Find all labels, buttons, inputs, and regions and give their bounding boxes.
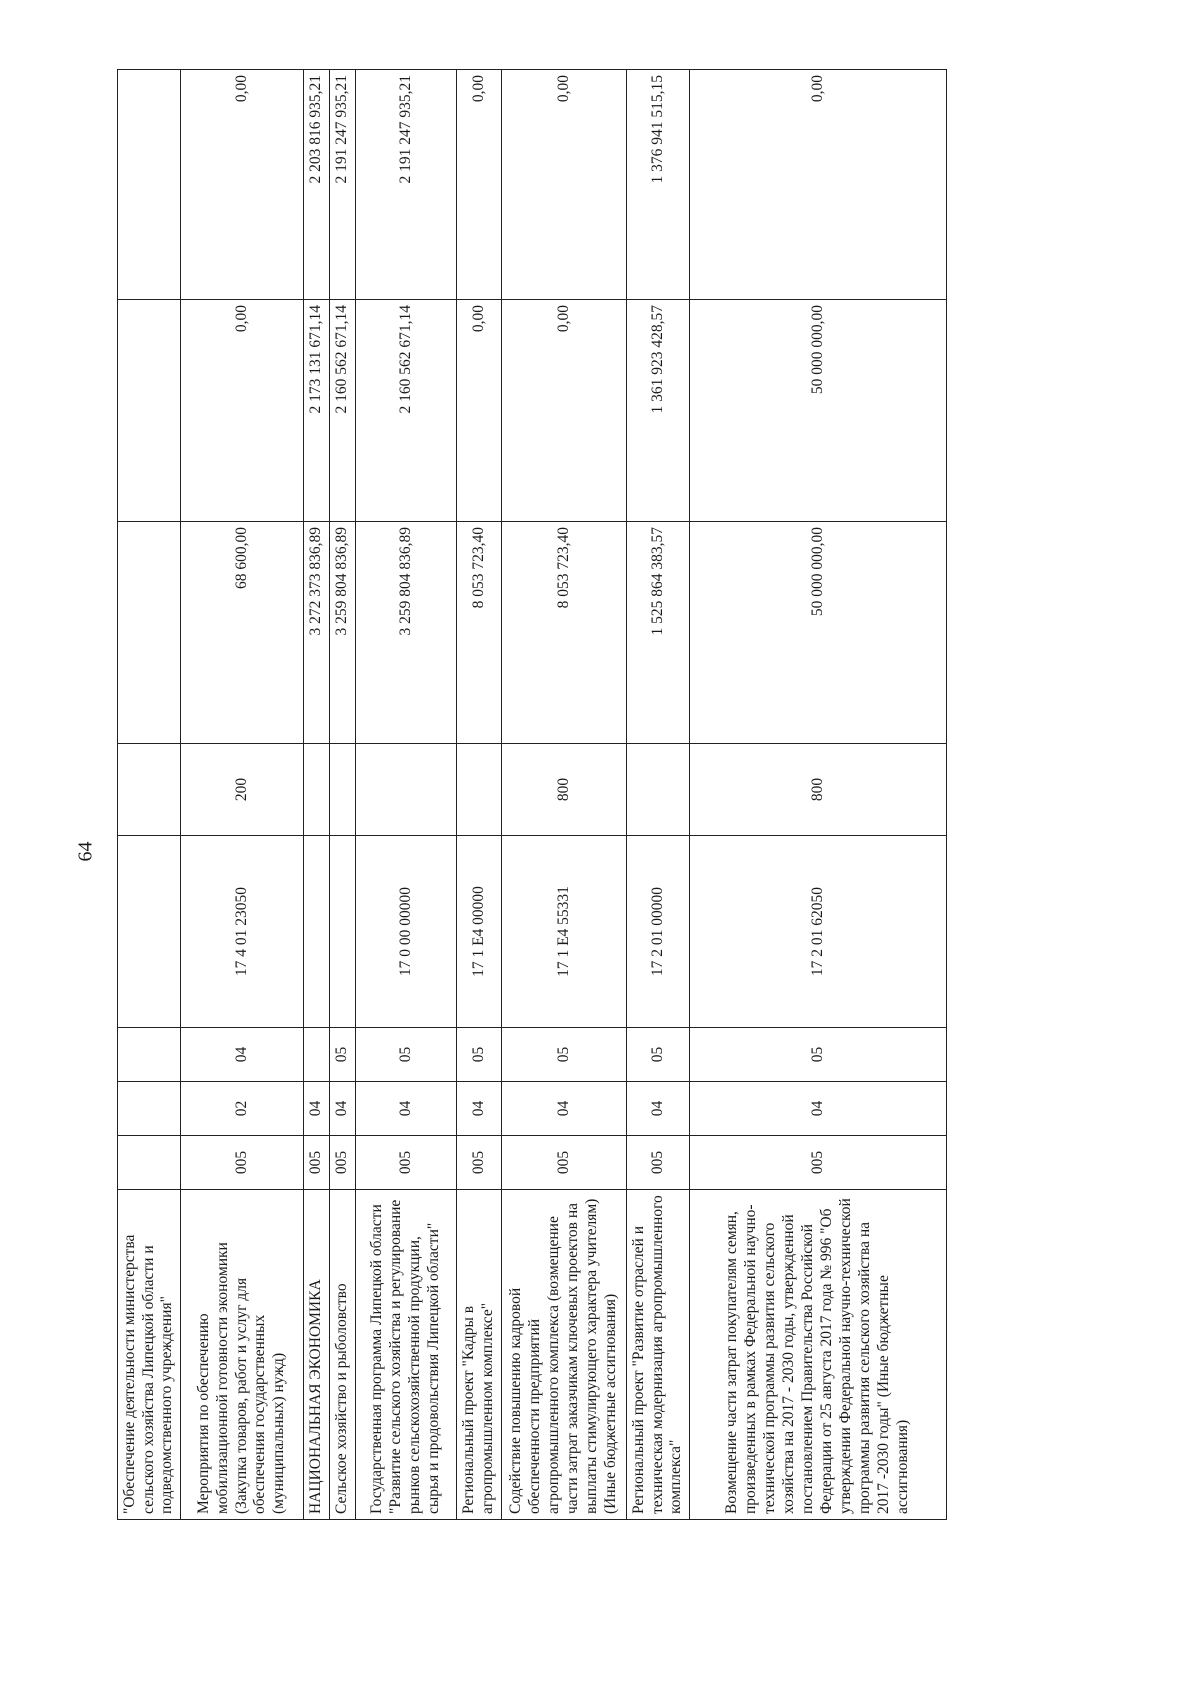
expense-type-cell: [356, 744, 457, 836]
admin-code-cell: 005: [330, 1136, 356, 1190]
subsection-code-cell: [304, 1028, 330, 1082]
amount-year1-cell: 50 000 000,00: [690, 522, 947, 744]
admin-code-cell: 005: [356, 1136, 457, 1190]
amount-year2-cell: 50 000 000,00: [690, 300, 947, 522]
section-code-cell: [118, 1082, 181, 1136]
section-code-cell: 04: [304, 1082, 330, 1136]
rotated-page-content: [117, 70, 1017, 1520]
target-article-cell: 17 0 00 00000: [356, 836, 457, 1028]
amount-year3-cell: [118, 70, 181, 300]
amount-year3-cell: 2 191 247 935,21: [356, 70, 457, 300]
admin-code-cell: [118, 1136, 181, 1190]
admin-code-cell: 005: [690, 1136, 947, 1190]
amount-year1-cell: [118, 522, 181, 744]
amount-year2-cell: 1 361 923 428,57: [627, 300, 690, 522]
budget-table: [117, 69, 947, 1520]
amount-year3-cell: 0,00: [690, 70, 947, 300]
subsection-code-cell: 05: [330, 1028, 356, 1082]
table-row: [502, 70, 627, 1520]
admin-code-cell: 005: [181, 1136, 304, 1190]
expense-type-cell: 800: [502, 744, 627, 836]
amount-year1-cell: 68 600,00: [181, 522, 304, 744]
table-row: [627, 70, 690, 1520]
amount-year2-cell: [118, 300, 181, 522]
section-code-cell: 04: [356, 1082, 457, 1136]
subsection-code-cell: 04: [181, 1028, 304, 1082]
amount-year2-cell: 0,00: [181, 300, 304, 522]
section-code-cell: 02: [181, 1082, 304, 1136]
target-article-cell: 17 2 01 00000: [627, 836, 690, 1028]
expense-type-cell: 800: [690, 744, 947, 836]
admin-code-cell: 005: [457, 1136, 502, 1190]
row-name-cell: НАЦИОНАЛЬНАЯ ЭКОНОМИКА: [304, 1190, 330, 1520]
admin-code-cell: 005: [304, 1136, 330, 1190]
subsection-code-cell: 05: [356, 1028, 457, 1082]
subsection-code-cell: [118, 1028, 181, 1082]
page-number: 64: [74, 841, 97, 862]
row-name-cell: Региональный проект "Кадры в агропромышленном комплексе": [457, 1190, 502, 1520]
row-name-cell: Государственная программа Липецкой области "Развитие сельского хозяйства и регулирование рынков сельскохозяйственной продукции, сырья и продовольствия Липецкой области": [356, 1190, 457, 1520]
subsection-code-cell: 05: [627, 1028, 690, 1082]
table-row: [356, 70, 457, 1520]
row-name-cell: Сельское хозяйство и рыболовство: [330, 1190, 356, 1520]
amount-year3-cell: 1 376 941 515,15: [627, 70, 690, 300]
expense-type-cell: [330, 744, 356, 836]
amount-year2-cell: 0,00: [457, 300, 502, 522]
amount-year1-cell: 1 525 864 383,57: [627, 522, 690, 744]
subsection-code-cell: 05: [502, 1028, 627, 1082]
section-code-cell: 04: [627, 1082, 690, 1136]
row-name-cell: "Обеспечение деятельности министерства сельского хозяйства Липецкой области и подведомственного учреждения": [118, 1190, 181, 1520]
subsection-code-cell: 05: [457, 1028, 502, 1082]
target-article-cell: [118, 836, 181, 1028]
row-name-cell: Мероприятия по обеспечению мобилизационной готовности экономики (Закупка товаров, работ и услуг для обеспечения государственных (муниципальных) нужд): [181, 1190, 304, 1520]
table-row: [304, 70, 330, 1520]
amount-year2-cell: 2 160 562 671,14: [330, 300, 356, 522]
table-row: [690, 70, 947, 1520]
amount-year2-cell: 2 160 562 671,14: [356, 300, 457, 522]
target-article-cell: 17 4 01 23050: [181, 836, 304, 1028]
expense-type-cell: [118, 744, 181, 836]
amount-year2-cell: 0,00: [502, 300, 627, 522]
amount-year1-cell: 3 272 373 836,89: [304, 522, 330, 744]
target-article-cell: 17 1 E4 55331: [502, 836, 627, 1028]
expense-type-cell: [304, 744, 330, 836]
section-code-cell: 04: [330, 1082, 356, 1136]
subsection-code-cell: 05: [690, 1028, 947, 1082]
amount-year3-cell: 0,00: [502, 70, 627, 300]
amount-year3-cell: 2 203 816 935,21: [304, 70, 330, 300]
amount-year2-cell: 2 173 131 671,14: [304, 300, 330, 522]
amount-year1-cell: 3 259 804 836,89: [356, 522, 457, 744]
row-name-cell: Региональный проект "Развитие отраслей и техническая модернизация агропромышленного комплекса": [627, 1190, 690, 1520]
amount-year1-cell: 3 259 804 836,89: [330, 522, 356, 744]
row-name-cell: Возмещение части затрат покупателям семян, произведенных в рамках Федеральной научно-технической программы развития сельского хозяйства на 2017 - 2030 годы, утвержденной постановлением Правительства Российской Федерации от 25 августа 2017 года № 996 "Об утверждении Федеральной научно-технической программы развития сельского хозяйства на 2017 -2030 годы" (Иные бюджетные ассигнования): [690, 1190, 947, 1520]
row-name-cell: Содействие повышению кадровой обеспеченности предприятий агропромышленного комплекса (возмещение части затрат заказчикам ключевых проектов на выплаты стимулирующего характера учителям) (Иные бюджетные ассигнования): [502, 1190, 627, 1520]
expense-type-cell: 200: [181, 744, 304, 836]
section-code-cell: 04: [457, 1082, 502, 1136]
expense-type-cell: [627, 744, 690, 836]
amount-year3-cell: 0,00: [181, 70, 304, 300]
target-article-cell: [330, 836, 356, 1028]
section-code-cell: 04: [502, 1082, 627, 1136]
admin-code-cell: 005: [502, 1136, 627, 1190]
amount-year1-cell: 8 053 723,40: [457, 522, 502, 744]
target-article-cell: 17 1 E4 00000: [457, 836, 502, 1028]
target-article-cell: [304, 836, 330, 1028]
table-row: [181, 70, 304, 1520]
expense-type-cell: [457, 744, 502, 836]
target-article-cell: 17 2 01 62050: [690, 836, 947, 1028]
table-row: [457, 70, 502, 1520]
amount-year3-cell: 0,00: [457, 70, 502, 300]
section-code-cell: 04: [690, 1082, 947, 1136]
admin-code-cell: 005: [627, 1136, 690, 1190]
amount-year3-cell: 2 191 247 935,21: [330, 70, 356, 300]
amount-year1-cell: 8 053 723,40: [502, 522, 627, 744]
table-row: [330, 70, 356, 1520]
table-row: [118, 70, 181, 1520]
